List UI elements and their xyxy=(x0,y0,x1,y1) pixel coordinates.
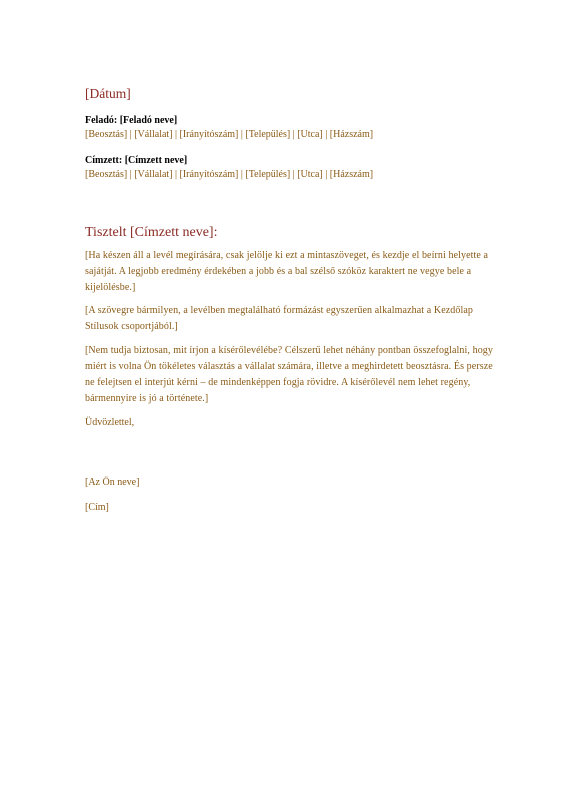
recipient-label[interactable]: Címzett: [Címzett neve] xyxy=(85,155,188,166)
sender-address[interactable]: [Beosztás] | [Vállalat] | [Irányítószám] | [Település] | [Utca] | [Házszám] xyxy=(85,129,374,140)
recipient-address[interactable]: [Beosztás] | [Vállalat] | [Irányítószám] | [Település] | [Utca] | [Házszám] xyxy=(85,169,374,180)
signer-name[interactable]: [Az Ön neve] xyxy=(85,477,140,488)
salutation[interactable]: Tisztelt [Címzett neve]: xyxy=(85,225,218,240)
recipient-block xyxy=(85,154,373,182)
body-paragraph-2[interactable]: [A szövegre bármilyen, a levélben megtalálható formázást egyszerűen alkalmazhat a Kezdőlap Stílusok csoportjából.] xyxy=(85,305,473,332)
body-paragraph-3[interactable]: [Nem tudja biztosan, mit írjon a kísérőlevélébe? Célszerű lehet néhány pontban összefoglalni, hogy miért is volna Ön tökéletes választás a vállalat számára, illetve a meghirdetett beosztásra. És persze ne felejtsen el interjút kérni – de mindenképpen fogja rövidre. A kísérőlevél nem lehet regény, bármennyire is jó a története.] xyxy=(85,345,494,404)
sender-block xyxy=(85,114,373,142)
body-paragraph-1[interactable]: [Ha készen áll a levél megírására, csak jelölje ki ezt a mintaszöveget, és kezdje el beírni helyette a sajátját. A legjobb eredmény érdekében a jobb és a bal szélső szóköz karaktert ne vegye bele a kijelölésbe.] xyxy=(85,250,489,293)
closing[interactable]: Üdvözlettel, xyxy=(85,417,135,428)
date-field[interactable]: [Dátum] xyxy=(85,86,131,101)
signer-address[interactable]: [Cím] xyxy=(85,502,109,513)
sender-label[interactable]: Feladó: [Feladó neve] xyxy=(85,115,178,126)
